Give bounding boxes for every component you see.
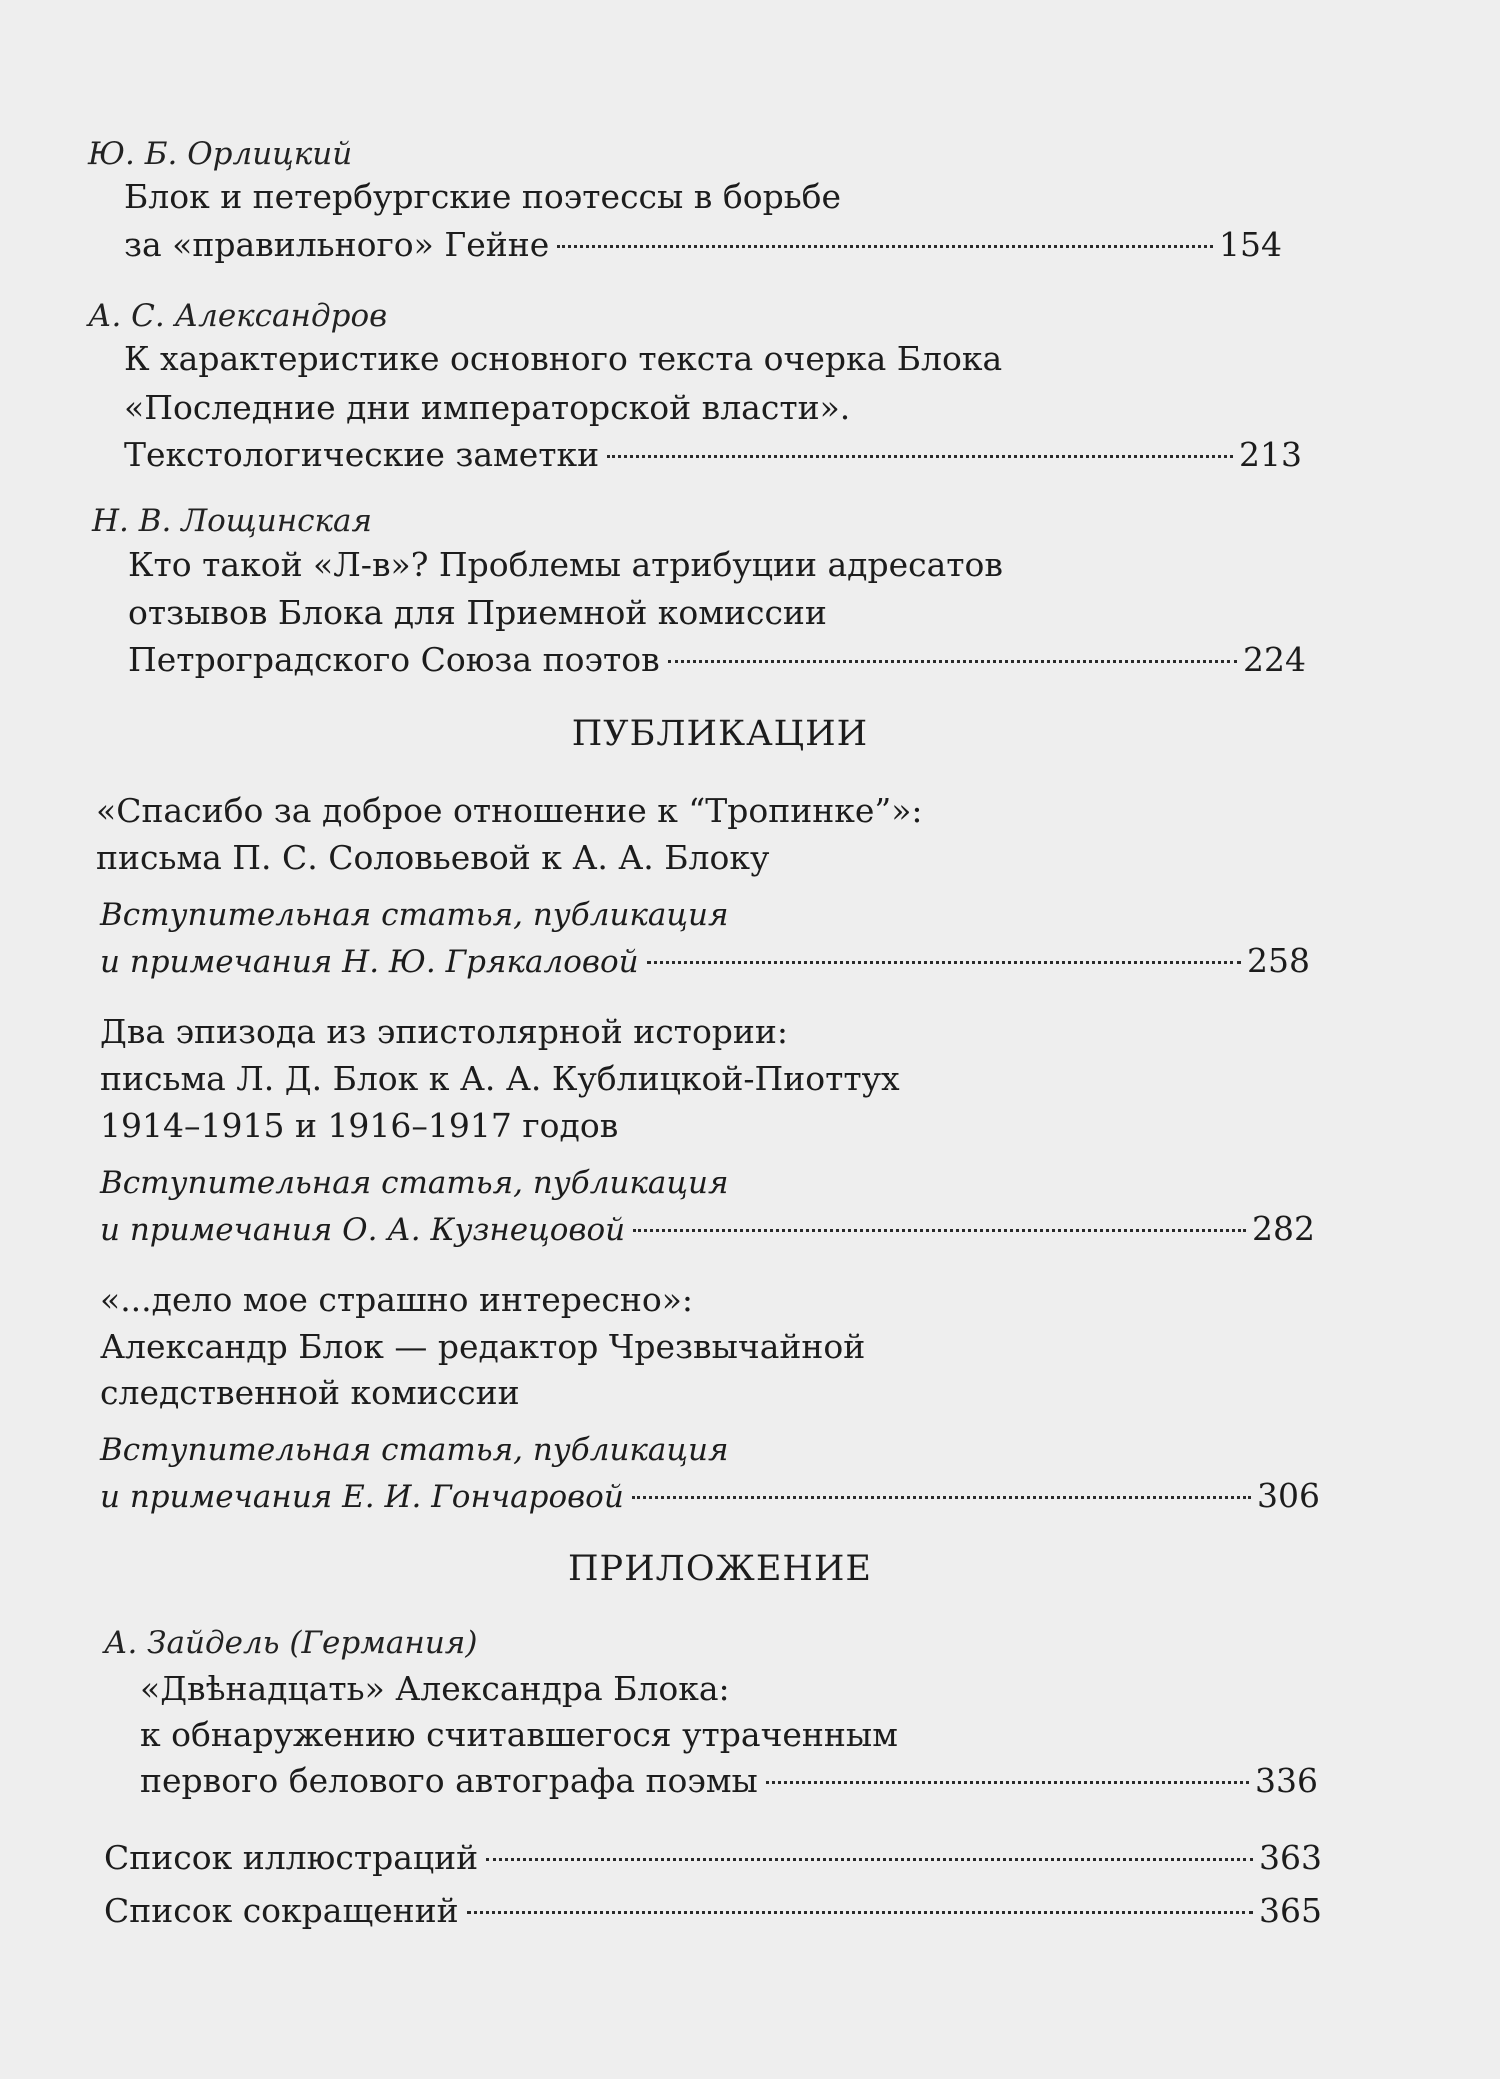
dot-leader: [486, 1858, 1253, 1861]
appendix-author: А. Зайдель (Германия): [104, 1625, 478, 1661]
page-number: 224: [1243, 640, 1306, 679]
publication-title-line: письма Л. Д. Блок к А. А. Кублицкой-Пиоттух: [100, 1059, 900, 1098]
entry-title-line: отзывов Блока для Приемной комиссии: [128, 593, 827, 632]
publication-subtitle-line: Вступительная статья, публикация: [100, 1432, 729, 1468]
publication-title-line: Александр Блок — редактор Чрезвычайной: [100, 1327, 866, 1366]
publication-title-line: «...дело мое страшно интересно»:: [100, 1280, 694, 1319]
toc-line-leader: [100, 938, 1310, 984]
toc-line-leader: [140, 1758, 1318, 1804]
toc-line-leader: [104, 1835, 1322, 1881]
dot-leader: [647, 961, 1241, 964]
dot-leader: [668, 660, 1237, 663]
dot-leader: [766, 1781, 1249, 1784]
page-number: 363: [1259, 1838, 1322, 1877]
dot-leader: [557, 245, 1213, 248]
entry-title-line: Петроградского Союза поэтов: [128, 640, 660, 679]
toc-line-leader: [100, 1206, 1315, 1252]
page-number: 306: [1257, 1476, 1320, 1515]
dot-leader: [633, 1229, 1246, 1232]
entry-author: А. С. Александров: [88, 298, 388, 334]
page-number: 282: [1252, 1209, 1315, 1248]
section-heading: ПУБЛИКАЦИИ: [571, 714, 869, 754]
entry-title-line: «Последние дни императорской власти».: [124, 388, 851, 427]
entry-title-line: за «правильного» Гейне: [124, 225, 550, 264]
dot-leader: [467, 1911, 1253, 1914]
publication-subtitle-line: и примечания Н. Ю. Грякаловой: [100, 944, 639, 980]
list-title: Список иллюстраций: [104, 1838, 479, 1877]
publication-title-line: «Спасибо за доброе отношение к “Тропинке”»:: [96, 791, 923, 830]
section-heading: ПРИЛОЖЕНИЕ: [568, 1549, 872, 1589]
publication-title-line: Два эпизода из эпистолярной истории:: [100, 1012, 789, 1051]
entry-title-line: Блок и петербургские поэтессы в борьбе: [124, 177, 842, 216]
publication-subtitle-line: Вступительная статья, публикация: [100, 1165, 729, 1201]
toc-line-leader: [124, 432, 1302, 478]
toc-line-leader: [104, 1888, 1322, 1934]
entry-title-line: Кто такой «Л-в»? Проблемы атрибуции адресатов: [128, 545, 1003, 584]
page-number: 258: [1247, 941, 1310, 980]
page-number: 154: [1219, 225, 1282, 264]
entry-title-line: Текстологические заметки: [124, 435, 600, 474]
dot-leader: [632, 1496, 1251, 1499]
entry-title-line: К характеристике основного текста очерка Блока: [124, 339, 1003, 378]
appendix-title-line: первого белового автографа поэмы: [140, 1761, 758, 1800]
publication-subtitle-line: и примечания О. А. Кузнецовой: [100, 1212, 626, 1248]
publication-title-line: письма П. С. Соловьевой к А. А. Блоку: [96, 838, 770, 877]
page-number: 365: [1259, 1891, 1322, 1930]
toc-line-leader: [124, 222, 1282, 268]
appendix-title-line: «Двѣнадцать» Александра Блока:: [140, 1669, 730, 1708]
toc-line-leader: [100, 1473, 1320, 1519]
appendix-title-line: к обнаружению считавшегося утраченным: [140, 1715, 898, 1754]
list-title: Список сокращений: [104, 1891, 459, 1930]
entry-author: Н. В. Лощинская: [92, 503, 373, 539]
publication-subtitle-line: Вступительная статья, публикация: [100, 897, 729, 933]
publication-subtitle-line: и примечания Е. И. Гончаровой: [100, 1479, 624, 1515]
page-number: 213: [1239, 435, 1302, 474]
entry-author: Ю. Б. Орлицкий: [88, 136, 353, 172]
dot-leader: [607, 455, 1233, 458]
page-number: 336: [1255, 1761, 1318, 1800]
toc-line-leader: [128, 637, 1306, 683]
publication-title-line: 1914–1915 и 1916–1917 годов: [100, 1106, 619, 1145]
publication-title-line: следственной комиссии: [100, 1373, 520, 1412]
